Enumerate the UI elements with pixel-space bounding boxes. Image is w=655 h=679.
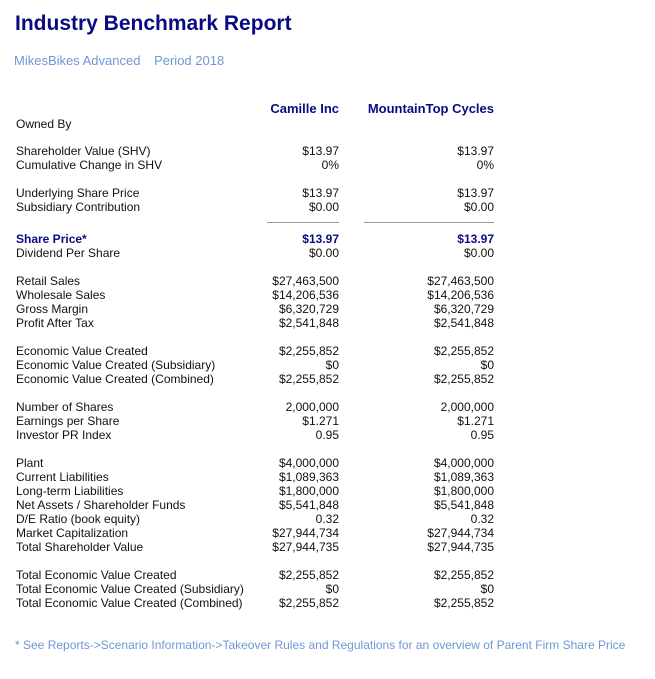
table-row <box>0 596 655 610</box>
column-header-mountaintop-cycles: MountainTop Cycles <box>367 101 494 116</box>
table-row <box>0 414 655 428</box>
row-label: Current Liabilities <box>16 470 109 484</box>
table-row <box>0 568 655 582</box>
row-label: Gross Margin <box>16 302 89 316</box>
row-label: Economic Value Created <box>16 344 148 358</box>
table-row <box>0 372 655 386</box>
value-camille-inc: $27,463,500 <box>272 274 339 288</box>
row-label: Profit After Tax <box>16 316 94 330</box>
report-title: Industry Benchmark Report <box>15 12 292 35</box>
value-mountaintop-cycles: $27,944,734 <box>427 526 494 540</box>
table-row <box>0 428 655 442</box>
value-mountaintop-cycles: 0% <box>476 158 494 172</box>
row-label: Wholesale Sales <box>16 288 106 302</box>
row-label: Shareholder Value (SHV) <box>16 144 151 158</box>
table-row <box>0 186 655 200</box>
value-mountaintop-cycles: $2,255,852 <box>433 372 494 386</box>
row-label: Earnings per Share <box>16 414 120 428</box>
value-camille-inc: $13.97 <box>302 186 339 200</box>
row-label: Economic Value Created (Subsidiary) <box>16 358 216 372</box>
value-camille-inc: 0.32 <box>315 512 339 526</box>
value-mountaintop-cycles: $27,944,735 <box>427 540 494 554</box>
table-row <box>0 470 655 484</box>
row-label: Retail Sales <box>16 274 81 288</box>
value-camille-inc: $0 <box>325 358 339 372</box>
value-camille-inc: $1,089,363 <box>278 470 339 484</box>
table-row <box>0 456 655 470</box>
table-row <box>0 498 655 512</box>
row-label: Total Economic Value Created <box>16 568 177 582</box>
table-row <box>0 232 655 246</box>
row-label: Economic Value Created (Combined) <box>16 372 214 386</box>
game-name: MikesBikes Advanced <box>14 53 141 68</box>
row-label: Total Shareholder Value <box>16 540 144 554</box>
row-label: Dividend Per Share <box>16 246 121 260</box>
value-camille-inc: $1,800,000 <box>278 484 339 498</box>
value-mountaintop-cycles: $5,541,848 <box>433 498 494 512</box>
owned-by-label: Owned By <box>16 117 72 131</box>
value-mountaintop-cycles: 0.95 <box>470 428 494 442</box>
value-mountaintop-cycles: $13.97 <box>457 186 494 200</box>
row-label: Share Price* <box>16 232 87 246</box>
value-camille-inc: $14,206,536 <box>272 288 339 302</box>
value-camille-inc: $2,255,852 <box>278 344 339 358</box>
table-row <box>0 274 655 288</box>
value-camille-inc: $2,541,848 <box>278 316 339 330</box>
table-row <box>0 400 655 414</box>
value-camille-inc: $27,944,734 <box>272 526 339 540</box>
value-camille-inc: 0% <box>321 158 339 172</box>
row-label: Underlying Share Price <box>16 186 140 200</box>
value-camille-inc: $1.271 <box>302 414 339 428</box>
footnote: * See Reports->Scenario Information->Takeover Rules and Regulations for an overview of Parent Firm Share Price <box>15 638 626 652</box>
value-camille-inc: $2,255,852 <box>278 568 339 582</box>
value-camille-inc: $2,255,852 <box>278 372 339 386</box>
value-mountaintop-cycles: $2,541,848 <box>433 316 494 330</box>
value-mountaintop-cycles: $4,000,000 <box>433 456 494 470</box>
value-camille-inc: $6,320,729 <box>278 302 339 316</box>
column-header-camille-inc: Camille Inc <box>270 101 339 116</box>
table-row <box>0 540 655 554</box>
table-row <box>0 246 655 260</box>
value-camille-inc: $13.97 <box>302 232 339 246</box>
value-camille-inc: $5,541,848 <box>278 498 339 512</box>
value-camille-inc: $0.00 <box>308 246 339 260</box>
value-camille-inc: $0 <box>325 582 339 596</box>
row-label: Total Economic Value Created (Combined) <box>16 596 243 610</box>
row-label: Long-term Liabilities <box>16 484 124 498</box>
row-label: Market Capitalization <box>16 526 129 540</box>
table-row <box>0 288 655 302</box>
value-camille-inc: $27,944,735 <box>272 540 339 554</box>
table-row <box>0 484 655 498</box>
value-mountaintop-cycles: $13.97 <box>457 232 494 246</box>
value-mountaintop-cycles: $1.271 <box>457 414 494 428</box>
table-row <box>0 512 655 526</box>
value-mountaintop-cycles: $1,089,363 <box>433 470 494 484</box>
value-camille-inc: $4,000,000 <box>278 456 339 470</box>
value-mountaintop-cycles: 2,000,000 <box>440 400 494 414</box>
value-mountaintop-cycles: $0.00 <box>463 200 494 214</box>
row-label: Investor PR Index <box>16 428 112 442</box>
value-mountaintop-cycles: $0 <box>480 582 494 596</box>
table-row <box>0 316 655 330</box>
value-mountaintop-cycles: $1,800,000 <box>433 484 494 498</box>
value-mountaintop-cycles: $6,320,729 <box>433 302 494 316</box>
value-camille-inc: $0.00 <box>308 200 339 214</box>
value-camille-inc: $2,255,852 <box>278 596 339 610</box>
table-row <box>0 526 655 540</box>
value-camille-inc: 2,000,000 <box>285 400 339 414</box>
row-label: Subsidiary Contribution <box>16 200 141 214</box>
row-label: Total Economic Value Created (Subsidiary) <box>16 582 244 596</box>
value-mountaintop-cycles: $0.00 <box>463 246 494 260</box>
value-mountaintop-cycles: $14,206,536 <box>427 288 494 302</box>
table-row <box>0 344 655 358</box>
value-mountaintop-cycles: $27,463,500 <box>427 274 494 288</box>
row-label: Plant <box>16 456 44 470</box>
value-mountaintop-cycles: $2,255,852 <box>433 344 494 358</box>
value-mountaintop-cycles: $2,255,852 <box>433 596 494 610</box>
row-label: D/E Ratio (book equity) <box>16 512 141 526</box>
period-label: Period 2018 <box>154 53 225 68</box>
table-row <box>0 582 655 596</box>
table-row <box>0 200 655 214</box>
value-mountaintop-cycles: $0 <box>480 358 494 372</box>
row-label: Cumulative Change in SHV <box>16 158 163 172</box>
table-row <box>0 358 655 372</box>
row-label: Net Assets / Shareholder Funds <box>16 498 186 512</box>
row-label: Number of Shares <box>16 400 114 414</box>
table-row <box>0 158 655 172</box>
table-row <box>0 144 655 158</box>
value-mountaintop-cycles: $2,255,852 <box>433 568 494 582</box>
table-row <box>0 302 655 316</box>
value-camille-inc: $13.97 <box>302 144 339 158</box>
value-mountaintop-cycles: 0.32 <box>470 512 494 526</box>
value-mountaintop-cycles: $13.97 <box>457 144 494 158</box>
value-camille-inc: 0.95 <box>315 428 339 442</box>
